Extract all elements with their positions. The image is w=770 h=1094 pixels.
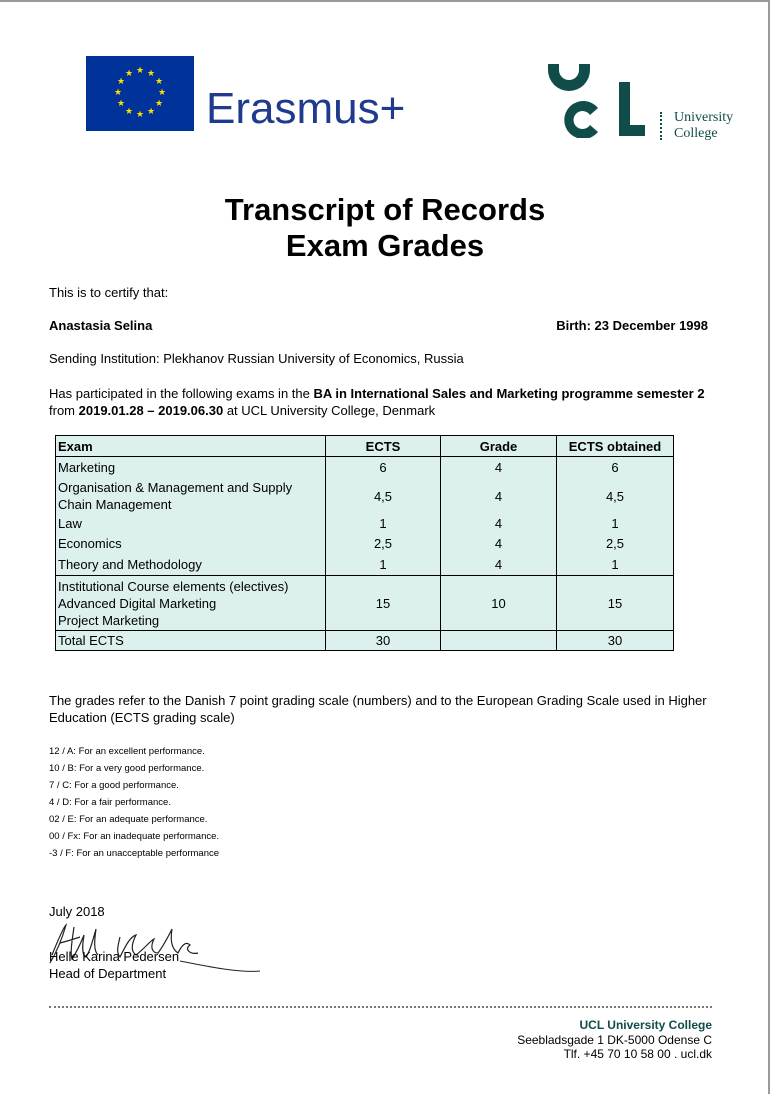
- cell-obtained: 2,5: [557, 533, 674, 554]
- total-label: Total ECTS: [56, 631, 326, 651]
- svg-text:★: ★: [157, 88, 167, 98]
- table-row: [56, 514, 674, 533]
- svg-text:★: ★: [135, 110, 145, 120]
- table-header-row: [56, 436, 674, 457]
- grades-note-line2: Education (ECTS grading scale): [49, 710, 235, 725]
- period-dates: 2019.01.28 – 2019.06.30: [78, 403, 224, 418]
- signatory-role: Head of Department: [49, 966, 167, 981]
- table-row: [56, 576, 674, 631]
- header-grade: Grade: [441, 436, 557, 457]
- cell-ects: 4,5: [326, 478, 441, 514]
- period-prefix: from: [49, 403, 79, 418]
- header-ects-obtained: ECTS obtained: [557, 436, 674, 457]
- cell-exam: Theory and Methodology: [56, 554, 326, 576]
- cell-grade: 4: [441, 554, 557, 576]
- ucl-divider: [660, 112, 666, 140]
- cell-grade: 4: [441, 533, 557, 554]
- cell-obtained: 15: [557, 576, 674, 631]
- table-row: [56, 533, 674, 554]
- programme-name: BA in International Sales and Marketing programme semester 2: [313, 386, 705, 401]
- total-obtained: 30: [557, 631, 674, 651]
- svg-text:★: ★: [154, 99, 164, 109]
- scale-item: -3 / F: For an unacceptable performance: [49, 848, 220, 859]
- svg-text:★: ★: [124, 107, 134, 117]
- signature-date: July 2018: [49, 904, 105, 919]
- table-row: [56, 478, 674, 514]
- footer-contact: Tlf. +45 70 10 58 00 . ucl.dk: [563, 1047, 712, 1061]
- cell-obtained: 4,5: [557, 478, 674, 514]
- svg-text:★: ★: [135, 66, 145, 76]
- eu-stars-icon: [86, 56, 194, 131]
- cell-exam: Marketing: [56, 457, 326, 479]
- eu-flag-logo: [86, 56, 194, 131]
- cell-obtained: 1: [557, 554, 674, 576]
- cell-ects: 6: [326, 457, 441, 479]
- grades-table: [55, 435, 674, 651]
- cell-exam: [56, 576, 326, 631]
- footer-org: UCL University College: [579, 1018, 712, 1032]
- participation-period-line: [49, 403, 435, 419]
- header-exam: Exam: [56, 436, 326, 457]
- scale-item: 7 / C: For a good performance.: [49, 780, 179, 791]
- svg-text:★: ★: [146, 107, 156, 117]
- student-birth: Birth: 23 December 1998: [556, 318, 708, 333]
- ucl-logo-text-college: College: [674, 126, 718, 141]
- ucl-logo-text-university: University: [674, 110, 734, 125]
- scale-item: 12 / A: For an excellent performance.: [49, 746, 205, 757]
- certify-text: This is to certify that:: [49, 285, 169, 300]
- grades-note-line1: The grades refer to the Danish 7 point grading scale (numbers) and to the European Grading Scale used in Higher: [49, 693, 707, 708]
- cell-grade: 4: [441, 514, 557, 533]
- sending-institution: Sending Institution: Plekhanov Russian University of Economics, Russia: [49, 351, 464, 366]
- svg-text:★: ★: [113, 88, 123, 98]
- ucl-logo-mark: [546, 64, 656, 138]
- svg-text:★: ★: [146, 69, 156, 79]
- header-ects: ECTS: [326, 436, 441, 457]
- cell-obtained: 1: [557, 514, 674, 533]
- cell-exam-line: Chain Management: [58, 497, 172, 512]
- scale-item: 10 / B: For a very good performance.: [49, 763, 205, 774]
- scale-item: 00 / Fx: For an inadequate performance.: [49, 831, 220, 842]
- total-ects: 30: [326, 631, 441, 651]
- cell-exam-line: Project Marketing: [58, 612, 160, 628]
- footer-address: Seebladsgade 1 DK-5000 Odense C: [517, 1033, 712, 1047]
- table-row: [56, 457, 674, 479]
- svg-text:★: ★: [116, 77, 126, 87]
- table-row: [56, 554, 674, 576]
- cell-exam: Economics: [56, 533, 326, 554]
- cell-obtained: 6: [557, 457, 674, 479]
- document-subtitle: Exam Grades: [285, 228, 485, 263]
- cell-exam-line: Organisation & Management and Supply: [58, 480, 293, 495]
- cell-grade: 10: [441, 576, 557, 631]
- cell-ects: 1: [326, 554, 441, 576]
- cell-exam-line: Advanced Digital Marketing: [58, 595, 217, 611]
- scale-item: 02 / E: For an adequate performance.: [49, 814, 208, 825]
- cell-ects: 1: [326, 514, 441, 533]
- participation-text: [49, 386, 729, 402]
- svg-text:★: ★: [124, 69, 134, 79]
- cell-grade: 4: [441, 457, 557, 479]
- footer-divider: [49, 1006, 712, 1008]
- cell-exam: Law: [56, 514, 326, 533]
- scale-item: 4 / D: For a fair performance.: [49, 797, 171, 808]
- cell-ects: 15: [326, 576, 441, 631]
- period-suffix: at UCL University College, Denmark: [223, 403, 436, 418]
- table-total-row: [56, 631, 674, 651]
- cell-ects: 2,5: [326, 533, 441, 554]
- cell-exam-line: Institutional Course elements (electives): [58, 578, 289, 594]
- signatory-name: Helle Karina Pedersen: [49, 949, 180, 964]
- cell-grade: 4: [441, 478, 557, 514]
- student-name: Anastasia Selina: [49, 318, 153, 333]
- cell-exam: [56, 478, 326, 514]
- total-grade: [441, 631, 557, 651]
- erasmus-plus-wordmark: Erasmus+: [206, 84, 406, 133]
- participation-lead: Has participated in the following exams in the: [49, 386, 314, 401]
- svg-text:★: ★: [154, 77, 164, 87]
- document-title: Transcript of Records: [224, 192, 546, 227]
- svg-text:★: ★: [116, 99, 126, 109]
